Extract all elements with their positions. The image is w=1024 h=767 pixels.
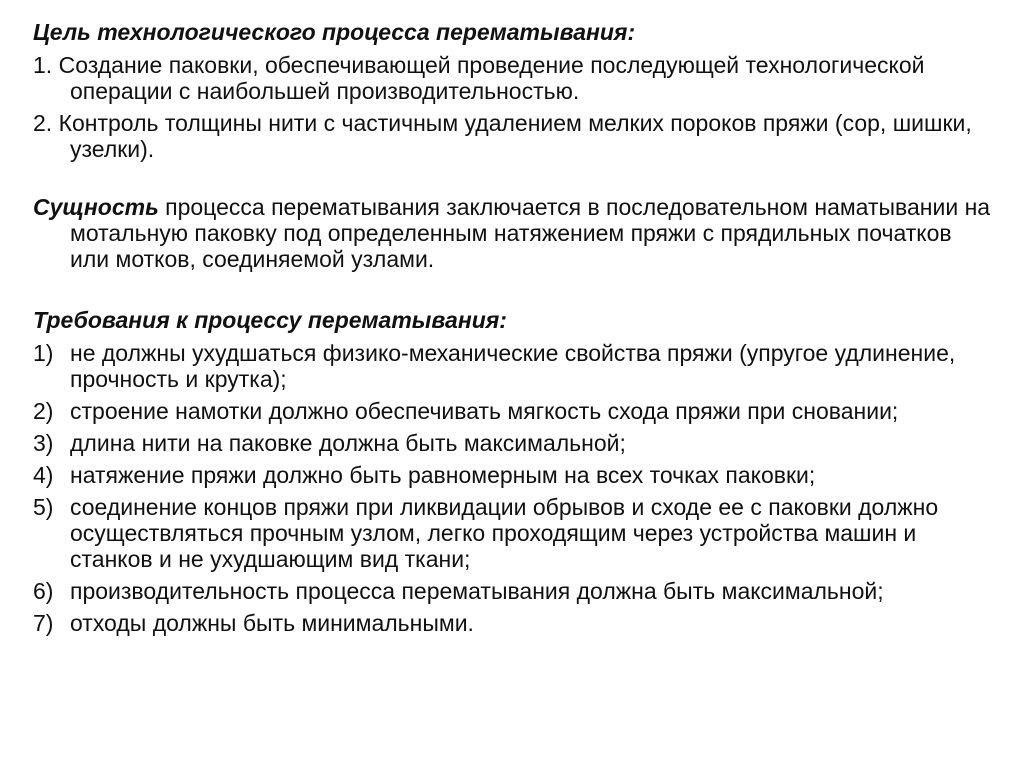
requirement-text: строение намотки должно обеспечивать мягкость схода пряжи при сновании;: [70, 398, 899, 424]
requirement-item-3: [33, 430, 994, 456]
requirement-item-1: [33, 340, 994, 392]
goal-item-text: Создание паковки, обеспечивающей проведение последующей технологической операции с наибольшей производительностью.: [58, 52, 925, 104]
requirement-item-2: [33, 398, 994, 424]
spacer: [33, 272, 994, 298]
requirements-heading: Требования к процессу перематывания:: [33, 307, 507, 333]
goal-item-number: 1.: [33, 52, 53, 78]
goal-item-text: Контроль толщины нити с частичным удалением мелких пороков пряжи (сор, шишки, узелки).: [58, 110, 972, 162]
requirement-item-7: [33, 610, 994, 636]
goal-heading: Цель технологического процесса перематывания:: [33, 19, 636, 45]
requirement-marker: 1): [33, 340, 54, 366]
requirement-item-5: [33, 494, 994, 572]
requirement-text: производительность процесса перематывания должна быть максимальной;: [70, 578, 884, 604]
requirement-marker: 6): [33, 578, 54, 604]
requirement-text: не должны ухудшаться физико-механические свойства пряжи (упругое удлинение, прочность и крутка);: [70, 340, 956, 392]
requirement-text: соединение концов пряжи при ликвидации обрывов и сходе ее с паковки должно осуществляться прочным узлом, легко проходящим через устройства машин и станков и не ухудшающим вид ткани;: [70, 494, 939, 572]
requirement-marker: 7): [33, 610, 54, 636]
requirement-marker: 4): [33, 462, 54, 488]
requirements-list: [33, 340, 994, 636]
spacer: [33, 168, 994, 194]
requirement-text: длина нити на паковке должна быть максимальной;: [70, 430, 626, 456]
goal-item-number: 2.: [33, 110, 53, 136]
essence-text: процесса перематывания заключается в последовательном наматывании на мотальную паковку под определенным натяжением пряжи с прядильных початков или мотков, соединяемой узлами.: [70, 194, 991, 272]
goal-item-2: [33, 110, 994, 162]
requirement-text: натяжение пряжи должно быть равномерным на всех точках паковки;: [70, 462, 816, 488]
essence-paragraph: [33, 194, 994, 272]
essence-term: Сущность: [33, 194, 159, 220]
requirement-item-6: [33, 578, 994, 604]
requirement-item-4: [33, 462, 994, 488]
requirement-marker: 5): [33, 494, 54, 520]
requirement-marker: 2): [33, 398, 54, 424]
requirement-marker: 3): [33, 430, 54, 456]
goal-item-1: [33, 52, 994, 104]
requirement-text: отходы должны быть минимальными.: [70, 610, 474, 636]
